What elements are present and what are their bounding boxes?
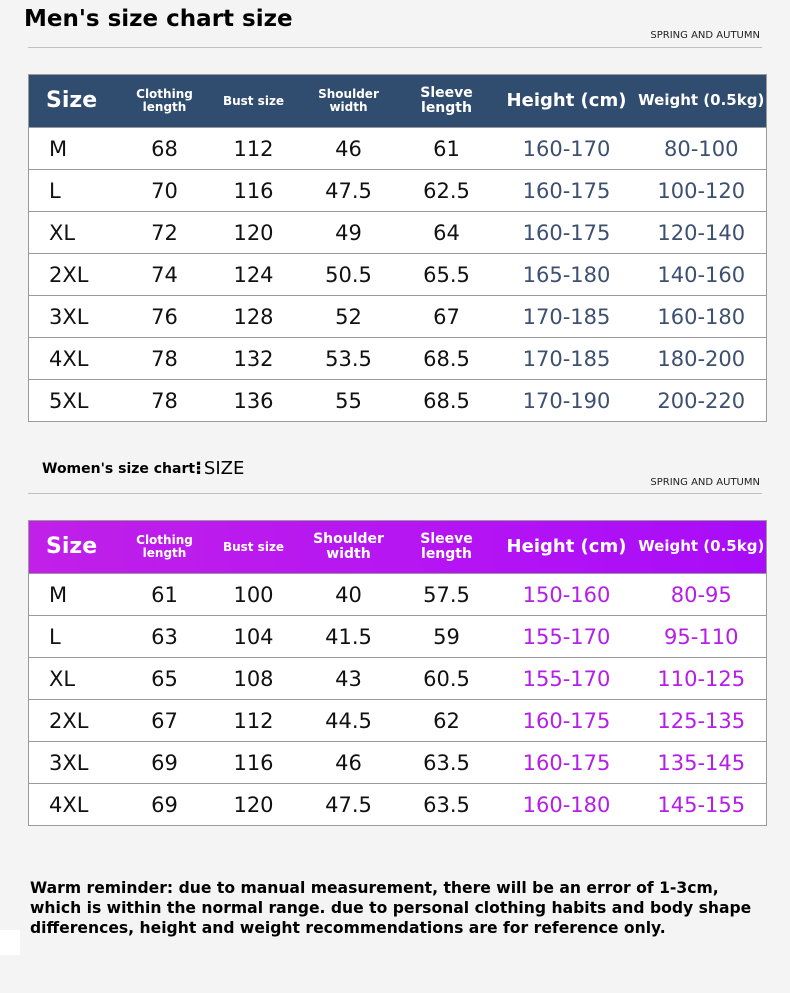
cell-size: 2XL — [29, 254, 123, 296]
men-size-table — [28, 74, 767, 422]
cell-weight: 145-155 — [637, 784, 767, 826]
cell-weight: 135-145 — [637, 742, 767, 784]
cell-sleeve-length: 68.5 — [397, 338, 497, 380]
header-clothing-length: Clothing length — [136, 533, 193, 560]
cell-clothing-length: 70 — [123, 170, 207, 212]
header-bust-size: Bust size — [222, 539, 285, 554]
cell-bust-size: 108 — [207, 658, 301, 700]
cell-clothing-length: 69 — [123, 784, 207, 826]
cell-bust-size: 132 — [207, 338, 301, 380]
cell-size: 4XL — [29, 338, 123, 380]
women-table-body — [29, 574, 767, 826]
header-height: Height (cm) — [506, 89, 627, 111]
women-size-table — [28, 520, 767, 826]
cell-sleeve-length: 60.5 — [397, 658, 497, 700]
cell-sleeve-length: 61 — [397, 128, 497, 170]
cell-sleeve-length: 62.5 — [397, 170, 497, 212]
cell-height: 155-170 — [497, 616, 637, 658]
cell-clothing-length: 68 — [123, 128, 207, 170]
table-row — [29, 128, 767, 170]
cell-shoulder-width: 47.5 — [301, 784, 397, 826]
women-title-suffix: SIZE — [203, 458, 245, 479]
women-title-text: Women's size chart — [42, 460, 196, 477]
cell-size: 2XL — [29, 700, 123, 742]
men-season-label: SPRING AND AUTUMN — [650, 30, 760, 41]
cell-clothing-length: 72 — [123, 212, 207, 254]
cell-clothing-length: 74 — [123, 254, 207, 296]
cell-clothing-length: 65 — [123, 658, 207, 700]
cell-clothing-length: 69 — [123, 742, 207, 784]
cell-size: XL — [29, 212, 123, 254]
cell-shoulder-width: 46 — [301, 742, 397, 784]
table-row — [29, 254, 767, 296]
cell-bust-size: 116 — [207, 170, 301, 212]
women-season-label: SPRING AND AUTUMN — [650, 477, 760, 488]
cell-height: 160-170 — [497, 128, 637, 170]
cell-weight: 80-95 — [637, 574, 767, 616]
table-row — [29, 380, 767, 422]
cell-shoulder-width: 52 — [301, 296, 397, 338]
cell-sleeve-length: 63.5 — [397, 784, 497, 826]
header-size: Size — [46, 88, 98, 114]
cell-clothing-length: 76 — [123, 296, 207, 338]
cell-clothing-length: 78 — [123, 380, 207, 422]
cell-height: 160-180 — [497, 784, 637, 826]
cell-bust-size: 112 — [207, 700, 301, 742]
cell-shoulder-width: 40 — [301, 574, 397, 616]
cell-sleeve-length: 59 — [397, 616, 497, 658]
cell-size: L — [29, 616, 123, 658]
divider — [28, 47, 762, 48]
cell-shoulder-width: 55 — [301, 380, 397, 422]
header-height: Height (cm) — [506, 535, 627, 557]
header-size: Size — [46, 534, 98, 560]
table-row — [29, 212, 767, 254]
cell-shoulder-width: 46 — [301, 128, 397, 170]
cell-bust-size: 104 — [207, 616, 301, 658]
table-header-row — [29, 75, 767, 128]
cell-bust-size: 124 — [207, 254, 301, 296]
cell-height: 160-175 — [497, 700, 637, 742]
cell-bust-size: 136 — [207, 380, 301, 422]
table-row — [29, 784, 767, 826]
cell-shoulder-width: 47.5 — [301, 170, 397, 212]
cell-sleeve-length: 65.5 — [397, 254, 497, 296]
cell-height: 160-175 — [497, 170, 637, 212]
cell-height: 170-185 — [497, 296, 637, 338]
men-table-body — [29, 128, 767, 422]
cell-height: 160-175 — [497, 212, 637, 254]
cell-bust-size: 116 — [207, 742, 301, 784]
cell-size: 5XL — [29, 380, 123, 422]
cell-clothing-length: 78 — [123, 338, 207, 380]
cell-size: M — [29, 574, 123, 616]
divider — [28, 493, 762, 494]
cell-weight: 160-180 — [637, 296, 767, 338]
cell-sleeve-length: 68.5 — [397, 380, 497, 422]
table-row — [29, 616, 767, 658]
men-size-chart-title: Men's size chart size — [24, 6, 293, 32]
cell-bust-size: 100 — [207, 574, 301, 616]
cell-weight: 125-135 — [637, 700, 767, 742]
cell-weight: 80-100 — [637, 128, 767, 170]
cell-size: L — [29, 170, 123, 212]
cell-height: 150-160 — [497, 574, 637, 616]
cell-sleeve-length: 57.5 — [397, 574, 497, 616]
cell-size: 3XL — [29, 296, 123, 338]
cell-height: 170-185 — [497, 338, 637, 380]
header-sleeve-length: Sleeve length — [420, 531, 473, 562]
women-size-chart-title — [42, 458, 244, 479]
cell-shoulder-width: 50.5 — [301, 254, 397, 296]
cell-sleeve-length: 67 — [397, 296, 497, 338]
table-row — [29, 658, 767, 700]
cell-clothing-length: 67 — [123, 700, 207, 742]
cell-weight: 95-110 — [637, 616, 767, 658]
cell-size: M — [29, 128, 123, 170]
cell-shoulder-width: 53.5 — [301, 338, 397, 380]
table-row — [29, 742, 767, 784]
header-weight: Weight (0.5kg) — [638, 91, 765, 110]
cell-weight: 120-140 — [637, 212, 767, 254]
cell-bust-size: 120 — [207, 784, 301, 826]
cell-bust-size: 120 — [207, 212, 301, 254]
decorative-dots-icon: ⁝ — [195, 457, 200, 479]
header-shoulder-width: Shoulder width — [318, 87, 379, 114]
cell-weight: 110-125 — [637, 658, 767, 700]
cell-height: 160-175 — [497, 742, 637, 784]
cell-shoulder-width: 43 — [301, 658, 397, 700]
header-bust-size: Bust size — [222, 93, 285, 108]
table-row — [29, 574, 767, 616]
table-header-row — [29, 521, 767, 574]
header-sleeve-length: Sleeve length — [420, 85, 473, 116]
header-clothing-length: Clothing length — [136, 87, 193, 114]
cell-height: 170-190 — [497, 380, 637, 422]
cell-size: XL — [29, 658, 123, 700]
cell-weight: 100-120 — [637, 170, 767, 212]
decorative-box — [0, 930, 20, 955]
cell-size: 3XL — [29, 742, 123, 784]
cell-bust-size: 128 — [207, 296, 301, 338]
cell-sleeve-length: 62 — [397, 700, 497, 742]
warm-reminder-note: Warm reminder: due to manual measurement, there will be an error of 1-3cm, which is within the normal range. due to personal clothing habits and body shape differences, height and weight recommendations are for reference only. — [30, 879, 752, 937]
cell-shoulder-width: 44.5 — [301, 700, 397, 742]
cell-shoulder-width: 41.5 — [301, 616, 397, 658]
cell-height: 155-170 — [497, 658, 637, 700]
cell-sleeve-length: 63.5 — [397, 742, 497, 784]
cell-clothing-length: 61 — [123, 574, 207, 616]
table-row — [29, 296, 767, 338]
cell-weight: 140-160 — [637, 254, 767, 296]
cell-shoulder-width: 49 — [301, 212, 397, 254]
cell-weight: 180-200 — [637, 338, 767, 380]
header-weight: Weight (0.5kg) — [638, 537, 765, 556]
cell-bust-size: 112 — [207, 128, 301, 170]
table-row — [29, 700, 767, 742]
table-row — [29, 338, 767, 380]
cell-sleeve-length: 64 — [397, 212, 497, 254]
cell-height: 165-180 — [497, 254, 637, 296]
cell-size: 4XL — [29, 784, 123, 826]
cell-weight: 200-220 — [637, 380, 767, 422]
cell-clothing-length: 63 — [123, 616, 207, 658]
header-shoulder-width: Shoulder width — [313, 531, 384, 562]
table-row — [29, 170, 767, 212]
